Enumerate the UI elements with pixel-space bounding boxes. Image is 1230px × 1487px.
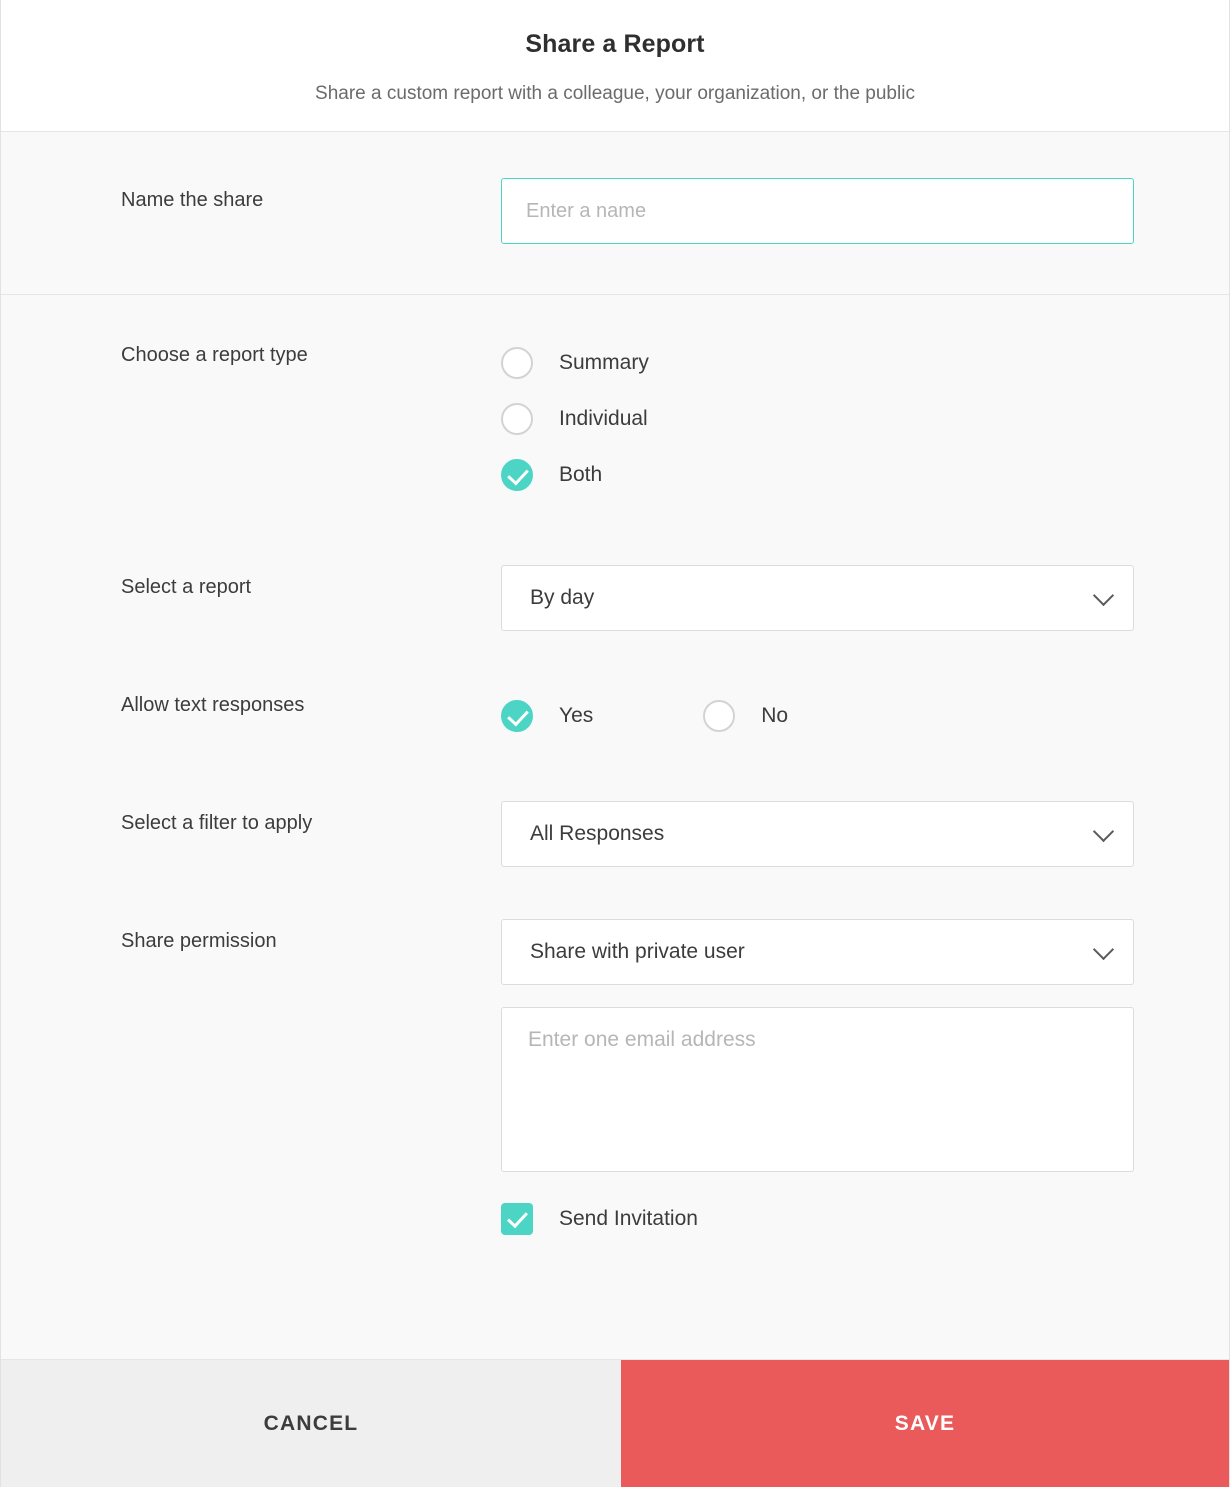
select-permission-dropdown[interactable]: Share with private user: [501, 919, 1134, 985]
radio-label: Yes: [559, 704, 594, 727]
radio-circle-icon: [501, 403, 533, 435]
field-filter: [501, 801, 1134, 867]
select-filter-dropdown[interactable]: All Responses: [501, 801, 1134, 867]
radio-label: Summary: [559, 351, 649, 374]
row-report-type: [1, 333, 1229, 503]
send-invitation-label: Send Invitation: [559, 1207, 698, 1230]
dialog-header: [1, 0, 1229, 132]
radio-check-icon: [501, 700, 533, 732]
field-allow-text: [501, 683, 1134, 749]
radio-allow-text-yes[interactable]: [501, 700, 593, 732]
page-subtitle: Share a custom report with a colleague, your organization, or the public: [315, 83, 915, 104]
radio-label: No: [761, 704, 789, 727]
send-invitation-checkbox[interactable]: [501, 1203, 1134, 1235]
label-share-permission: Share permission: [121, 930, 277, 952]
row-name-share: [1, 178, 1229, 244]
label-report-type: Choose a report type: [121, 344, 308, 366]
select-permission-wrapper: [501, 919, 1134, 985]
select-filter-wrapper: [501, 801, 1134, 867]
label-allow-text: Allow text responses: [121, 694, 305, 716]
section-options: [1, 295, 1229, 1261]
radio-label: Both: [559, 463, 603, 486]
label-select-report: Select a report: [121, 576, 252, 598]
cancel-button[interactable]: CANCEL: [1, 1360, 621, 1487]
dialog-body: [1, 132, 1229, 1359]
radio-check-icon: [501, 459, 533, 491]
row-filter: [1, 801, 1229, 867]
section-name-share: [1, 132, 1229, 295]
share-name-input[interactable]: [501, 178, 1134, 244]
report-type-radio-group: [501, 333, 1134, 503]
page-title: Share a Report: [525, 30, 705, 58]
select-report-dropdown[interactable]: By day: [501, 565, 1134, 631]
allow-text-radio-group: [501, 683, 1134, 749]
radio-circle-icon: [703, 700, 735, 732]
select-report-wrapper: [501, 565, 1134, 631]
radio-allow-text-no[interactable]: [703, 700, 788, 732]
field-select-report: [501, 565, 1134, 631]
label-name-share: Name the share: [121, 189, 264, 211]
save-button[interactable]: SAVE: [621, 1360, 1229, 1487]
dialog-footer: [1, 1359, 1229, 1487]
radio-report-type-summary[interactable]: [501, 335, 1134, 391]
radio-report-type-individual[interactable]: [501, 391, 1134, 447]
field-name-share: [501, 178, 1134, 244]
radio-report-type-both[interactable]: [501, 447, 1134, 503]
radio-circle-icon: [501, 347, 533, 379]
radio-label: Individual: [559, 407, 648, 430]
label-filter: Select a filter to apply: [121, 812, 313, 834]
field-share-permission: [501, 919, 1134, 1235]
row-select-report: [1, 565, 1229, 631]
row-allow-text: [1, 683, 1229, 749]
field-report-type: [501, 333, 1134, 503]
checkbox-check-icon: [501, 1203, 533, 1235]
row-share-permission: [1, 919, 1229, 1235]
email-address-input[interactable]: [501, 1007, 1134, 1172]
